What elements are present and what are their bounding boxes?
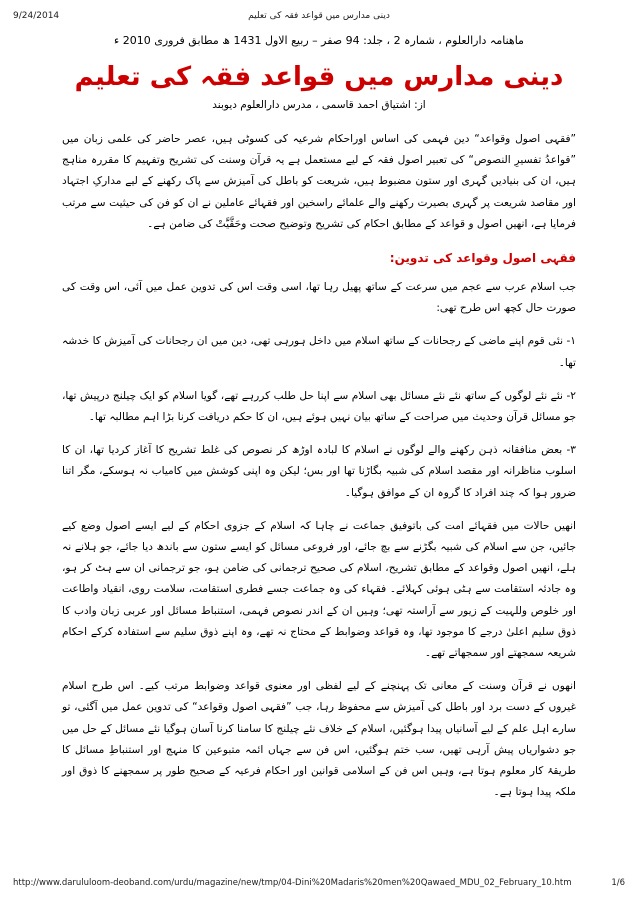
- issue-line: ماھنامہ دارالعلوم ، شمارہ 2 ، جلد: 94 صفر – ربیع الاول 1431 ھ مطابق فروری 2010 ء: [114, 34, 524, 47]
- author-byline: از: اشتیاق احمد قاسمی ، مدرس دارالعلوم دیوبند: [212, 99, 426, 111]
- paragraph: انھوں نے قرآن وسنت کے معانی تک پہنچنے کے لیے لفظی اور معنوی قواعد وضوابط مرتب کیے۔ اس طرح اسلام غیروں کے دست برد اور باطل کی آمیزش سے محفوظ رہا، جب ”فقہی اصول وقواعد“ کی تدوین عمل میں آگئی، تو سارے اہل علم کے لیے آسانیاں پیدا ہوگئیں، اسلام کے خلاف نئے چیلنج کا سامنا کرنا آسان ہوگیا نئے مسائل کے حل میں جو دشواریاں پیش آرہی تھیں، سب ختم ہوگئیں، اس فن سے جہاں ائمہ متبوعین کا منہج اور استنباطِ مسائل کا طریقۂ کار معلوم ہوتا ہے، وہیں اس فن کے اسلامی قوانین اور احکام فرعیہ کے صحیح طور پر سمجھنے کا ذوق اور ملکہ پیدا ہوتا ہے۔: [62, 680, 576, 799]
- paragraph: ۱- نئی قوم اپنے ماضی کے رجحانات کے ساتھ اسلام میں داخل ہورہی تھی، دین میں ان رجحانات کی آمیزش کا خدشہ تھا۔: [62, 335, 576, 369]
- article: [62, 28, 576, 815]
- paragraph: ۲- نئے نئے لوگوں کے ساتھ نئے نئے مسائل بھی اسلام سے اپنا حل طلب کررہے تھے، گویا اسلام کو ایک چیلنج درپیش تھا، جو مسائل قرآن وحدیث میں صراحت کے ساتھ بیان نہیں ہوئے ہیں، ان کا حکم دریافت کرنا بڑا اہم مطالبہ تھا۔: [62, 389, 576, 424]
- print-date: 9/24/2014: [13, 11, 60, 21]
- source-url: http://www.darululoom-deoband.com/urdu/magazine/new/tmp/04-Dini%20Madaris%20men%20Qawaed_MDU_02_February_10.htm: [13, 878, 572, 888]
- section-heading: فقہی اصول وقواعد کی تدوین:: [389, 251, 576, 266]
- article-title: دینی مدارس میں قواعد فقہ کی تعلیم: [74, 62, 564, 92]
- intro-paragraph: ”فقہی اصول وقواعد“ دین فہمی کی اساس اوراحکام شرعیہ کی کسوٹی ہیں، عصر حاضر کی علمی زبان میں ”قواعدُ تفسیرِ النصوص“ کی تعبیر اصول فقہ کے لیے مستعمل ہے یہ قرآن وسنت کی تشریح وتفہیم کا مقررہ مناہج ہیں، ان کی بنیادیں گہری اور ستون مضبوط ہیں، شریعت کو باطل کی آمیزش سے پاک رکھنے کے لیے مدارکِ اجتہاد اور مقاصد شریعت پر گہری بصیرت رکھنے والے علمائے راسخین اور فقہائے عاملین نے ان کو فن کی حیثیت سے مرتب فرمایا ہے، انھیں اصول و قواعد کے مطابق احکام کی تشریح وتوضیح صحت وحَقَّیَّتْ کی ضامن ہے۔: [62, 133, 576, 230]
- paragraph: انھیں حالات میں فقہائے امت کی باتوفیق جماعت نے چاہا کہ اسلام کے جزوی احکام کے لیے ایسے اصول وضع کیے جائیں، جن سے اسلام کی شبیہ بگڑنے سے بچ جائے، اور فروعی مسائل کو ایسے ستون سے باندھ دیا جائے، جو ہلانے نہ ہلے، انھیں اصول وقواعد کے مطابق تشریح، اسلام کی صحیح ترجمانی کی ضامن ہو، جو ترجمانی ان سے ہٹ کر ہو، وہ جادئہ استقامت سے ہٹی ہوئی کہلائے۔ فقہاء کی وہ جماعت جسے فطری استقامت، سلامت روی، انقیاد واطاعت اور خلوص وللہیت کے زیور سے آراستہ تھی؛ وہیں ان کے اندر نصوص فہمی، استنباط مسائل اور عربی زبان وادب کا ذوق سلیم اعلیٰ درجے کا موجود تھا، وہ قواعد وضوابط کے محتاج نہ تھے، وہ اپنے ذوق سلیم سے استفادہ کرکے احکام شریعہ سمجھتے اور سمجھاتے تھے۔: [62, 519, 576, 660]
- paragraph: ۳- بعض منافقانہ ذہن رکھنے والے لوگوں نے اسلام کا لبادہ اوڑھ کر نصوص کی غلط تشریح کا آغاز کردیا تھا، ان کا اسلوب مناظرانہ اور مقصد اسلام کی شبیہ بگاڑنا تھا اور بس؛ لیکن وہ اپنی کوشش میں کامیاب نہ ہوسکے، مگر اتنا ضرور ہوا کہ چند افراد کا گروہ ان کے موافق ہوگیا۔: [62, 444, 576, 499]
- paragraph: جب اسلام عرب سے عجم میں سرعت کے ساتھ پھیل رہا تھا، اسی وقت اس کی تدوین عمل میں آئی، اس وقت کی صورت حال کچھ اس طرح تھی:: [62, 281, 576, 315]
- page-number: 1/6: [611, 878, 625, 888]
- browser-page-title: دینی مدارس میں قواعد فقہ کی تعلیم: [248, 11, 390, 21]
